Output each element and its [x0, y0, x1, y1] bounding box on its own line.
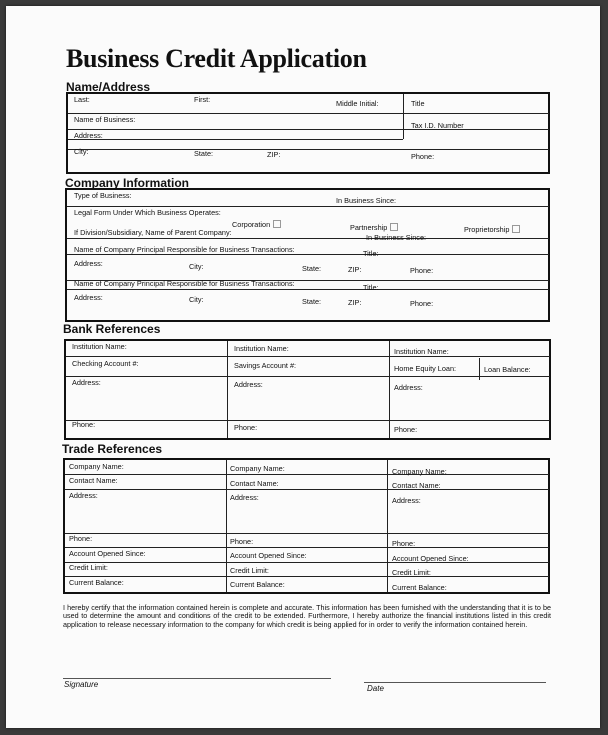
- trade-1-limit-field[interactable]: Credit Limit:: [69, 563, 108, 572]
- parent-in-business-since-field[interactable]: In Business Since:: [366, 233, 427, 242]
- address-field[interactable]: Address:: [74, 131, 103, 140]
- home-equity-loan-field[interactable]: Home Equity Loan:: [394, 364, 457, 373]
- date-line[interactable]: [364, 682, 546, 683]
- trade-box: [63, 458, 550, 594]
- trade-1-contact-field[interactable]: Contact Name:: [69, 476, 118, 485]
- section-bank: Bank References: [63, 322, 161, 336]
- checking-account-field[interactable]: Checking Account #:: [72, 359, 139, 368]
- trade-3-opened-field[interactable]: Account Opened Since:: [392, 554, 469, 563]
- corporation-option[interactable]: Corporation: [232, 220, 281, 229]
- proprietorship-option[interactable]: Proprietorship: [464, 225, 520, 234]
- principal-1-state-field[interactable]: State:: [302, 264, 322, 273]
- trade-1-company-field[interactable]: Company Name:: [69, 462, 124, 471]
- partnership-checkbox[interactable]: [390, 223, 398, 231]
- trade-1-address-field[interactable]: Address:: [69, 491, 98, 500]
- trade-3-contact-field[interactable]: Contact Name:: [392, 481, 441, 490]
- bank-1-address-field[interactable]: Address:: [72, 378, 101, 387]
- in-business-since-field[interactable]: In Business Since:: [336, 196, 397, 205]
- tax-id-field[interactable]: Tax I.D. Number: [411, 121, 464, 130]
- trade-3-address-field[interactable]: Address:: [392, 496, 421, 505]
- principal-1-title-field[interactable]: Title:: [363, 249, 379, 258]
- bank-3-address-field[interactable]: Address:: [394, 383, 423, 392]
- trade-2-phone-field[interactable]: Phone:: [230, 537, 254, 546]
- bank-box: [64, 339, 551, 440]
- trade-2-contact-field[interactable]: Contact Name:: [230, 479, 279, 488]
- principal-1-city-field[interactable]: City:: [189, 262, 204, 271]
- title-field[interactable]: Title: [411, 99, 425, 108]
- name-address-box: [66, 92, 550, 174]
- section-name-address: Name/Address: [66, 80, 151, 94]
- principal-2-title-field[interactable]: Title:: [363, 283, 379, 292]
- bank-3-phone-field[interactable]: Phone:: [394, 425, 418, 434]
- principal-2-field[interactable]: Name of Company Principal Responsible for Business Transactions:: [74, 279, 295, 288]
- first-name-field[interactable]: First:: [194, 95, 211, 104]
- principal-2-address-field[interactable]: Address:: [74, 293, 103, 302]
- section-company: Company Information: [65, 176, 190, 190]
- trade-3-company-field[interactable]: Company Name:: [392, 467, 447, 476]
- bank-2-phone-field[interactable]: Phone:: [234, 423, 258, 432]
- application-page: [6, 6, 600, 728]
- savings-account-field[interactable]: Savings Account #:: [234, 361, 297, 370]
- legal-form-label: Legal Form Under Which Business Operates:: [74, 208, 221, 217]
- business-type-field[interactable]: Type of Business:: [74, 191, 132, 200]
- proprietorship-checkbox[interactable]: [512, 225, 520, 233]
- principal-1-address-field[interactable]: Address:: [74, 259, 103, 268]
- middle-initial-field[interactable]: Middle Initial:: [336, 99, 379, 108]
- parent-company-field[interactable]: If Division/Subsidiary, Name of Parent Company:: [74, 228, 232, 237]
- trade-3-balance-field[interactable]: Current Balance:: [392, 583, 447, 592]
- phone-field[interactable]: Phone:: [411, 152, 435, 161]
- principal-2-phone-field[interactable]: Phone:: [410, 299, 434, 308]
- certification-text: I hereby certify that the information contained herein is complete and accurate. This information has been furnished with the understanding that it is to be used to determine the amount and conditions of the credit to be extended. Furthermore, I hereby authorize the financial institutions listed in this credit application to release necessary information to the company for which credit is being applied for in order to verify the information contained herein.: [63, 603, 551, 629]
- trade-2-opened-field[interactable]: Account Opened Since:: [230, 551, 307, 560]
- bank-1-institution-field[interactable]: Institution Name:: [72, 342, 127, 351]
- bank-1-phone-field[interactable]: Phone:: [72, 420, 96, 429]
- trade-2-address-field[interactable]: Address:: [230, 493, 259, 502]
- trade-3-limit-field[interactable]: Credit Limit:: [392, 568, 431, 577]
- trade-1-phone-field[interactable]: Phone:: [69, 534, 93, 543]
- bank-3-institution-field[interactable]: Institution Name:: [394, 347, 449, 356]
- trade-2-company-field[interactable]: Company Name:: [230, 464, 285, 473]
- last-name-field[interactable]: Last:: [74, 95, 90, 104]
- principal-1-zip-field[interactable]: ZIP:: [348, 265, 362, 274]
- principal-1-phone-field[interactable]: Phone:: [410, 266, 434, 275]
- city-field[interactable]: City:: [74, 147, 89, 156]
- trade-2-balance-field[interactable]: Current Balance:: [230, 580, 285, 589]
- bank-2-address-field[interactable]: Address:: [234, 380, 263, 389]
- trade-1-opened-field[interactable]: Account Opened Since:: [69, 549, 146, 558]
- trade-1-balance-field[interactable]: Current Balance:: [69, 578, 124, 587]
- trade-3-phone-field[interactable]: Phone:: [392, 539, 416, 548]
- zip-field[interactable]: ZIP:: [267, 150, 281, 159]
- state-field[interactable]: State:: [194, 149, 214, 158]
- bank-2-institution-field[interactable]: Institution Name:: [234, 344, 289, 353]
- corporation-checkbox[interactable]: [273, 220, 281, 228]
- principal-1-field[interactable]: Name of Company Principal Responsible for Business Transactions:: [74, 245, 295, 254]
- principal-2-state-field[interactable]: State:: [302, 297, 322, 306]
- date-label: Date: [367, 684, 384, 693]
- partnership-option[interactable]: Partnership: [350, 223, 398, 232]
- principal-2-city-field[interactable]: City:: [189, 295, 204, 304]
- page-title: Business Credit Application: [66, 44, 367, 73]
- loan-balance-field[interactable]: Loan Balance:: [484, 365, 531, 374]
- business-name-field[interactable]: Name of Business:: [74, 115, 136, 124]
- principal-2-zip-field[interactable]: ZIP:: [348, 298, 362, 307]
- signature-line[interactable]: [63, 678, 331, 679]
- section-trade: Trade References: [62, 442, 163, 456]
- trade-2-limit-field[interactable]: Credit Limit:: [230, 566, 269, 575]
- signature-label: Signature: [64, 680, 99, 689]
